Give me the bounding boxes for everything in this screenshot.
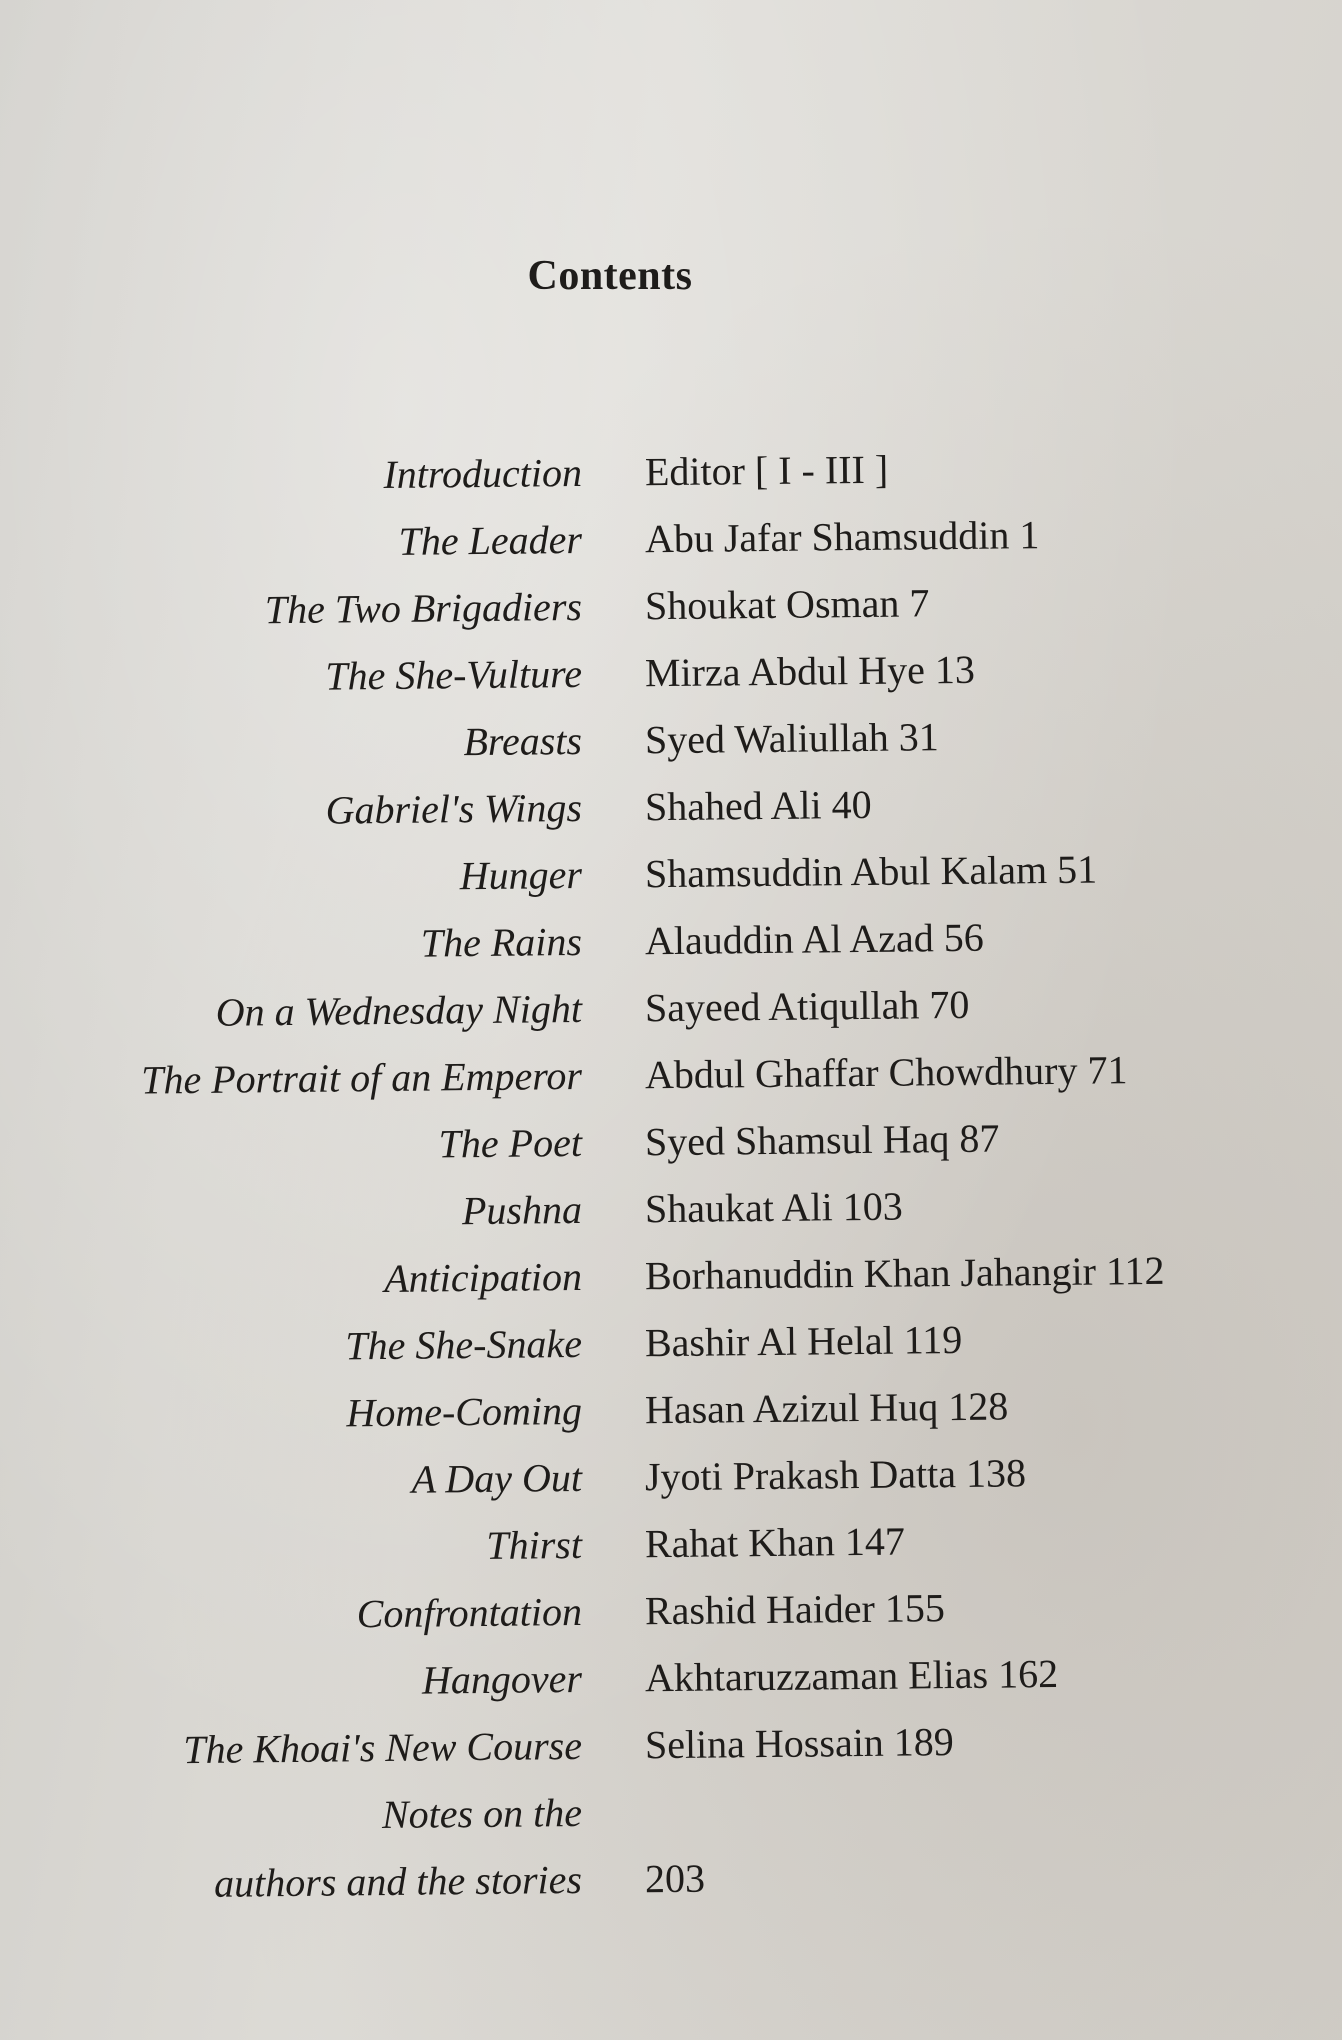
- author-and-page: Bashir Al Helal 119: [644, 1316, 963, 1366]
- toc-row: [0, 508, 1342, 582]
- toc-row: [0, 1379, 1342, 1453]
- toc-row: [0, 1647, 1342, 1721]
- story-title: Hangover: [421, 1655, 583, 1703]
- story-title: The She-Snake: [345, 1320, 583, 1369]
- author-and-page: Abu Jafar Shamsuddin 1: [644, 512, 1040, 562]
- story-title: The Leader: [398, 516, 583, 564]
- story-title: Anticipation: [383, 1253, 583, 1302]
- toc-row: [0, 910, 1342, 984]
- toc-row: [0, 1245, 1342, 1319]
- toc-row: [0, 575, 1342, 649]
- author-and-page: Editor [ I - III ]: [644, 446, 889, 495]
- story-title: The Poet: [438, 1119, 583, 1167]
- toc-row: [0, 1044, 1342, 1118]
- story-title: Introduction: [383, 449, 583, 498]
- story-title: Gabriel's Wings: [325, 784, 583, 833]
- toc-row: [0, 1111, 1342, 1185]
- author-and-page: Shahed Ali 40: [644, 781, 872, 830]
- author-and-page: Borhanuddin Khan Jahangir 112: [644, 1247, 1165, 1299]
- author-and-page: Selina Hossain 189: [644, 1719, 955, 1768]
- author-and-page: Jyoti Prakash Datta 138: [644, 1450, 1027, 1500]
- toc-row: [0, 1446, 1342, 1520]
- author-and-page: Rahat Khan 147: [644, 1518, 906, 1567]
- story-title: The Khoai's New Course: [183, 1722, 583, 1773]
- toc-row: [0, 776, 1342, 850]
- story-title: Breasts: [463, 717, 583, 765]
- story-title: The She-Vulture: [325, 650, 583, 699]
- toc-row: [0, 1714, 1342, 1788]
- toc-row: [0, 709, 1342, 783]
- toc-row: [0, 843, 1342, 917]
- toc-row: [0, 1178, 1342, 1252]
- story-title: Home-Coming: [346, 1387, 583, 1436]
- author-and-page: Shamsuddin Abul Kalam 51: [644, 846, 1098, 897]
- toc-row: [0, 441, 1342, 515]
- story-title: Thirst: [486, 1521, 583, 1568]
- story-title: Pushna: [461, 1186, 583, 1234]
- story-title: The Two Brigadiers: [264, 583, 583, 633]
- author-and-page: Akhtaruzzaman Elias 162: [644, 1650, 1059, 1701]
- author-and-page: 203: [644, 1855, 706, 1902]
- story-title: Hunger: [459, 851, 583, 899]
- story-title: A Day Out: [411, 1454, 583, 1502]
- author-and-page: Sayeed Atiqullah 70: [644, 981, 970, 1031]
- toc-row: [0, 1580, 1342, 1654]
- toc-row: [0, 1312, 1342, 1386]
- story-title: authors and the stories: [213, 1856, 583, 1906]
- story-title: The Portrait of an Emperor: [140, 1052, 583, 1103]
- story-title: Notes on the: [381, 1789, 583, 1838]
- toc-row: [0, 1513, 1342, 1587]
- author-and-page: Abdul Ghaffar Chowdhury 71: [644, 1047, 1128, 1098]
- story-title: On a Wednesday Night: [215, 985, 583, 1035]
- toc-row: [0, 1848, 1342, 1922]
- author-and-page: Rashid Haider 155: [644, 1585, 946, 1634]
- author-and-page: Syed Waliullah 31: [644, 714, 939, 763]
- toc-row: [0, 977, 1342, 1051]
- author-and-page: Hasan Azizul Huq 128: [644, 1383, 1009, 1433]
- toc-row: [0, 1781, 1342, 1855]
- author-and-page: Shoukat Osman 7: [644, 580, 930, 629]
- author-and-page: Mirza Abdul Hye 13: [644, 646, 976, 696]
- story-title: The Rains: [420, 918, 583, 966]
- toc-row: [0, 642, 1342, 716]
- author-and-page: Syed Shamsul Haq 87: [644, 1115, 1000, 1165]
- page-title: Contents: [527, 253, 693, 299]
- story-title: Confrontation: [356, 1588, 583, 1637]
- author-and-page: Shaukat Ali 103: [644, 1183, 903, 1232]
- author-and-page: Alauddin Al Azad 56: [644, 914, 985, 964]
